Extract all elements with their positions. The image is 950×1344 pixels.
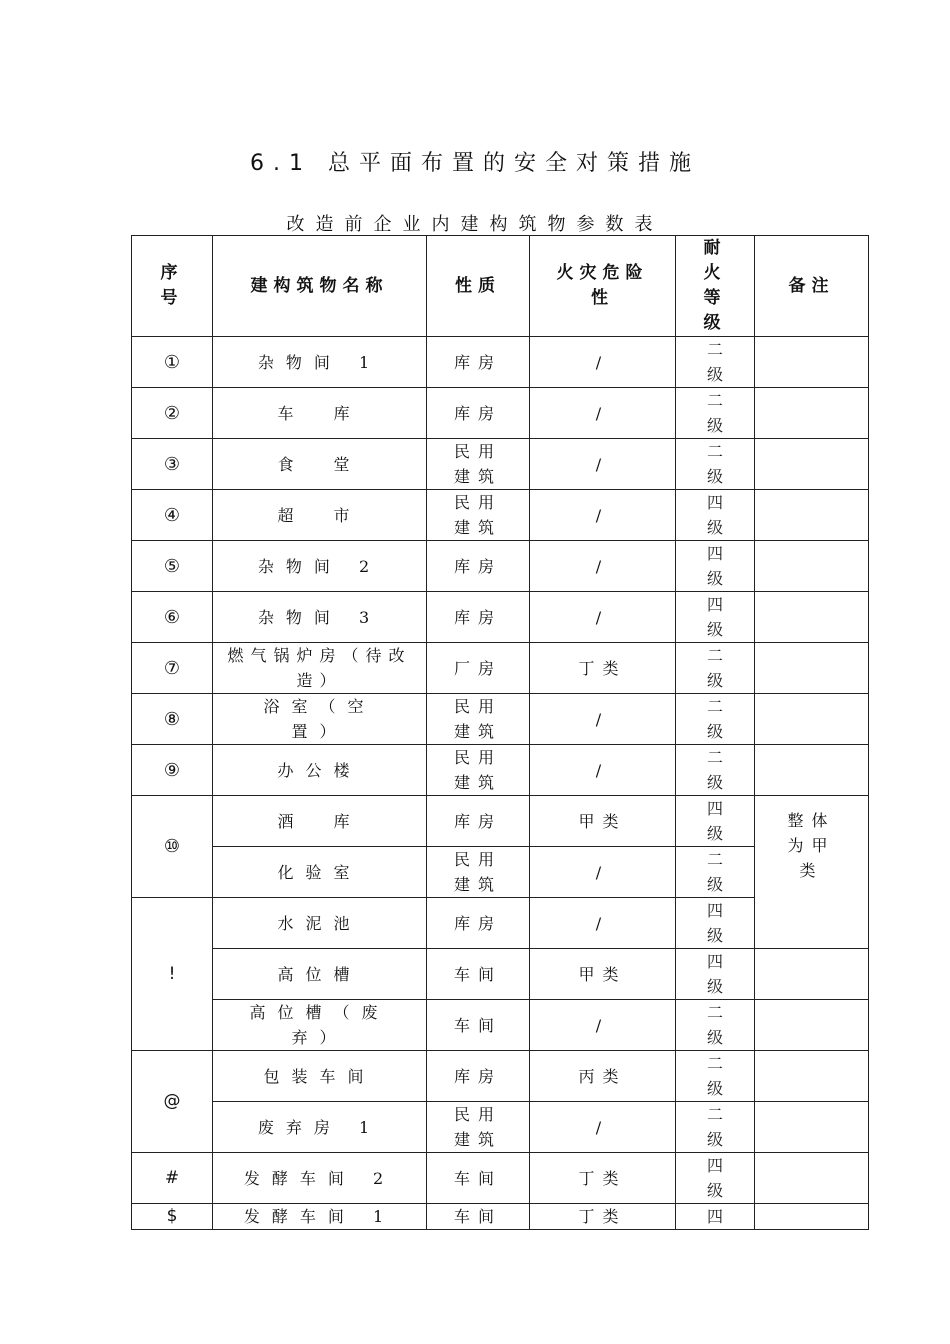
grade-cell: 二级 xyxy=(676,388,755,439)
table-header-row xyxy=(132,236,869,337)
header-remarks: 备注 xyxy=(755,236,869,337)
hazard-cell: / xyxy=(530,439,676,490)
nature-cell: 民用建筑 xyxy=(427,1102,530,1153)
serial-no-cell: ② xyxy=(132,388,213,439)
nature-cell: 库房 xyxy=(427,388,530,439)
hazard-cell: / xyxy=(530,847,676,898)
remarks-cell xyxy=(755,694,869,745)
grade-cell: 二级 xyxy=(676,694,755,745)
nature-cell: 库房 xyxy=(427,1051,530,1102)
serial-no-cell: # xyxy=(132,1153,213,1204)
hazard-cell: 甲类 xyxy=(530,949,676,1000)
grade-cell: 四级 xyxy=(676,592,755,643)
building-name-cell: 食 堂 xyxy=(213,439,427,490)
grade-cell: 二级 xyxy=(676,1051,755,1102)
serial-no-cell: @ xyxy=(132,1051,213,1153)
building-name-cell: 废弃房 1 xyxy=(213,1102,427,1153)
nature-cell: 民用建筑 xyxy=(427,745,530,796)
hazard-cell: / xyxy=(530,745,676,796)
building-name-cell: 超 市 xyxy=(213,490,427,541)
grade-cell: 二级 xyxy=(676,337,755,388)
nature-cell: 库房 xyxy=(427,337,530,388)
table-row xyxy=(132,643,869,694)
building-name-cell: 包装车间 xyxy=(213,1051,427,1102)
nature-cell: 库房 xyxy=(427,796,530,847)
grade-cell: 二级 xyxy=(676,847,755,898)
serial-no-cell: ⑩ xyxy=(132,796,213,898)
remarks-cell: 整体为甲类 xyxy=(755,796,869,949)
hazard-cell: 丁类 xyxy=(530,643,676,694)
remarks-cell xyxy=(755,490,869,541)
hazard-cell: / xyxy=(530,541,676,592)
grade-cell: 二级 xyxy=(676,439,755,490)
grade-cell: 四级 xyxy=(676,490,755,541)
serial-no-cell: ⑥ xyxy=(132,592,213,643)
building-name-cell: 车 库 xyxy=(213,388,427,439)
serial-no-cell: ④ xyxy=(132,490,213,541)
table-row xyxy=(132,745,869,796)
remarks-cell xyxy=(755,337,869,388)
hazard-cell: 甲类 xyxy=(530,796,676,847)
hazard-cell: / xyxy=(530,1000,676,1051)
table-row xyxy=(132,1153,869,1204)
hazard-cell: 丙类 xyxy=(530,1051,676,1102)
grade-cell: 四级 xyxy=(676,898,755,949)
table-row xyxy=(132,1051,869,1102)
nature-cell: 车间 xyxy=(427,1204,530,1230)
table-row xyxy=(132,337,869,388)
serial-no-cell: ⑧ xyxy=(132,694,213,745)
table-row xyxy=(132,592,869,643)
hazard-cell: / xyxy=(530,592,676,643)
table-row xyxy=(132,490,869,541)
nature-cell: 民用建筑 xyxy=(427,439,530,490)
buildings-parameter-table xyxy=(131,235,869,1230)
hazard-cell: 丁类 xyxy=(530,1153,676,1204)
nature-cell: 车间 xyxy=(427,949,530,1000)
remarks-cell xyxy=(755,1153,869,1204)
header-building-name: 建构筑物名称 xyxy=(213,236,427,337)
remarks-cell xyxy=(755,541,869,592)
hazard-cell: / xyxy=(530,898,676,949)
hazard-cell: / xyxy=(530,388,676,439)
serial-no-cell: ⑤ xyxy=(132,541,213,592)
nature-cell: 库房 xyxy=(427,592,530,643)
nature-cell: 库房 xyxy=(427,541,530,592)
header-nature: 性质 xyxy=(427,236,530,337)
hazard-cell: / xyxy=(530,337,676,388)
remarks-cell xyxy=(755,1051,869,1102)
header-serial-no: 序号 xyxy=(132,236,213,337)
hazard-cell: 丁类 xyxy=(530,1204,676,1230)
grade-cell: 二级 xyxy=(676,1000,755,1051)
grade-cell: 二级 xyxy=(676,1102,755,1153)
grade-cell: 二级 xyxy=(676,643,755,694)
serial-no-cell: ! xyxy=(132,898,213,1051)
hazard-cell: / xyxy=(530,490,676,541)
header-fire-hazard: 火灾危险性 xyxy=(530,236,676,337)
nature-cell: 车间 xyxy=(427,1000,530,1051)
nature-cell: 库房 xyxy=(427,898,530,949)
table-row xyxy=(132,388,869,439)
building-name-cell: 高位槽 xyxy=(213,949,427,1000)
grade-cell: 二级 xyxy=(676,745,755,796)
remarks-cell xyxy=(755,643,869,694)
remarks-cell xyxy=(755,1204,869,1230)
building-name-cell: 杂物间 3 xyxy=(213,592,427,643)
remarks-cell xyxy=(755,592,869,643)
serial-no-cell: ① xyxy=(132,337,213,388)
hazard-cell: / xyxy=(530,694,676,745)
remarks-cell xyxy=(755,439,869,490)
remarks-cell xyxy=(755,745,869,796)
building-name-cell: 发酵车间 2 xyxy=(213,1153,427,1204)
section-heading: 6.1 总平面布置的安全对策措施 xyxy=(250,151,700,176)
remarks-cell xyxy=(755,388,869,439)
table-row xyxy=(132,949,869,1000)
hazard-cell: / xyxy=(530,1102,676,1153)
grade-cell: 四级 xyxy=(676,949,755,1000)
remarks-cell xyxy=(755,1102,869,1153)
serial-no-cell: ③ xyxy=(132,439,213,490)
building-name-cell: 杂物间 2 xyxy=(213,541,427,592)
building-name-cell: 浴室（空置） xyxy=(213,694,427,745)
header-fire-resistance-grade: 耐火等级 xyxy=(676,236,755,337)
grade-cell: 四级 xyxy=(676,1153,755,1204)
table-row xyxy=(132,541,869,592)
building-name-cell: 办公楼 xyxy=(213,745,427,796)
serial-no-cell: ⑨ xyxy=(132,745,213,796)
serial-no-cell: $ xyxy=(132,1204,213,1230)
table-row xyxy=(132,439,869,490)
building-name-cell: 燃气锅炉房（待改造） xyxy=(213,643,427,694)
remarks-cell xyxy=(755,949,869,1000)
table-row xyxy=(132,694,869,745)
nature-cell: 民用建筑 xyxy=(427,490,530,541)
building-name-cell: 水泥池 xyxy=(213,898,427,949)
nature-cell: 厂房 xyxy=(427,643,530,694)
nature-cell: 民用建筑 xyxy=(427,847,530,898)
building-name-cell: 酒 库 xyxy=(213,796,427,847)
table-caption: 改造前企业内建构筑物参数表 xyxy=(286,214,664,235)
building-name-cell: 高位槽（废弃） xyxy=(213,1000,427,1051)
grade-cell: 四级 xyxy=(676,796,755,847)
table-row xyxy=(132,1102,869,1153)
grade-cell: 四 xyxy=(676,1204,755,1230)
grade-cell: 四级 xyxy=(676,541,755,592)
building-name-cell: 杂物间 1 xyxy=(213,337,427,388)
nature-cell: 车间 xyxy=(427,1153,530,1204)
table-row xyxy=(132,796,869,847)
building-name-cell: 发酵车间 1 xyxy=(213,1204,427,1230)
table-row xyxy=(132,1204,869,1230)
building-name-cell: 化验室 xyxy=(213,847,427,898)
nature-cell: 民用建筑 xyxy=(427,694,530,745)
remarks-cell xyxy=(755,1000,869,1051)
table-row xyxy=(132,1000,869,1051)
serial-no-cell: ⑦ xyxy=(132,643,213,694)
